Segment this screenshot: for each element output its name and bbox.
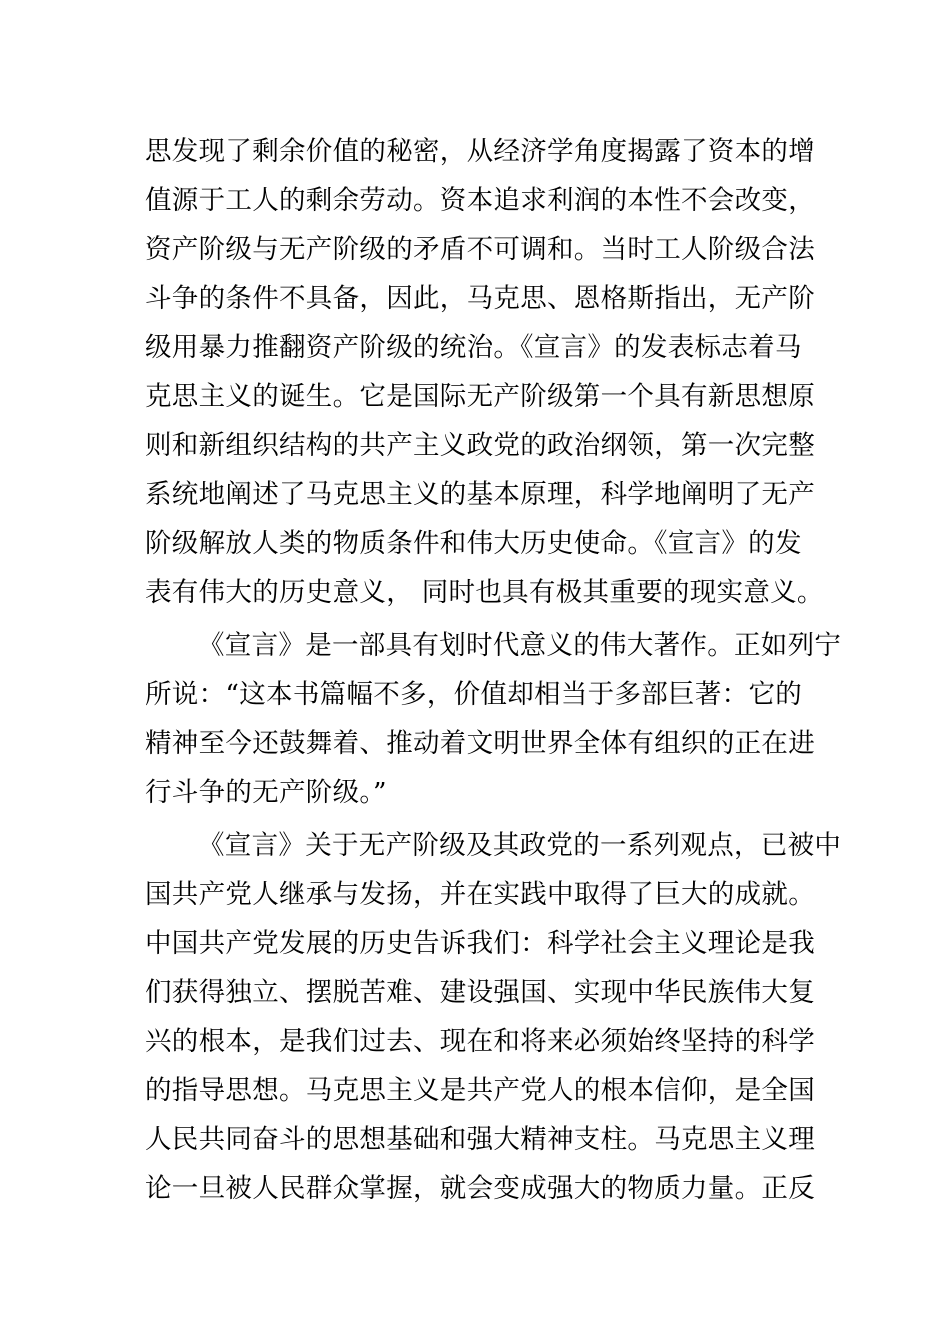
text-line: 值源于工人的剩余劳动。资本追求利润的本性不会改变， — [145, 185, 815, 216]
text-line: 兴的根本，是我们过去、现在和将来必须始终坚持的科学 — [145, 1026, 815, 1057]
text-line: 的指导思想。马克思主义是共产党人的根本信仰，是全国 — [145, 1075, 815, 1106]
text-line: 中国共产党发展的历史告诉我们：科学社会主义理论是我 — [145, 928, 815, 959]
text-line: 表有伟大的历史意义， 同时也具有极其重要的现实意义。 — [145, 577, 824, 608]
text-line: 精神至今还鼓舞着、推动着文明世界全体有组织的正在进 — [145, 728, 815, 759]
paragraph-first-line: 《宣言》是一部具有划时代意义的伟大著作。正如列宁 — [198, 630, 842, 661]
text-line: 级用暴力推翻资产阶级的统治。《宣言》的发表标志着马 — [145, 332, 802, 363]
text-line: 行斗争的无产阶级。” — [145, 777, 387, 808]
text-line: 资产阶级与无产阶级的矛盾不可调和。当时工人阶级合法 — [145, 234, 815, 265]
text-line: 国共产党人继承与发扬，并在实践中取得了巨大的成就。 — [145, 879, 815, 910]
text-line: 斗争的条件不具备，因此，马克思、恩格斯指出，无产阶 — [145, 283, 815, 314]
text-line: 则和新组织结构的共产主义政党的政治纲领，第一次完整 — [145, 430, 815, 461]
text-line: 人民共同奋斗的思想基础和强大精神支柱。马克思主义理 — [145, 1124, 815, 1155]
text-line: 阶级解放人类的物质条件和伟大历史使命。《宣言》的发 — [145, 528, 802, 559]
text-line: 系统地阐述了马克思主义的基本原理，科学地阐明了无产 — [145, 479, 815, 510]
text-line: 论一旦被人民群众掌握，就会变成强大的物质力量。正反 — [145, 1173, 815, 1204]
paragraph-first-line: 《宣言》关于无产阶级及其政党的一系列观点，已被中 — [198, 830, 842, 861]
text-line: 所说：“这本书篇幅不多，价值却相当于多部巨著：它的 — [145, 679, 803, 710]
text-line: 克思主义的诞生。它是国际无产阶级第一个具有新思想原 — [145, 381, 815, 412]
text-line: 们获得独立、摆脱苦难、建设强国、实现中华民族伟大复 — [145, 977, 815, 1008]
text-line: 思发现了剩余价值的秘密，从经济学角度揭露了资本的增 — [145, 136, 815, 167]
